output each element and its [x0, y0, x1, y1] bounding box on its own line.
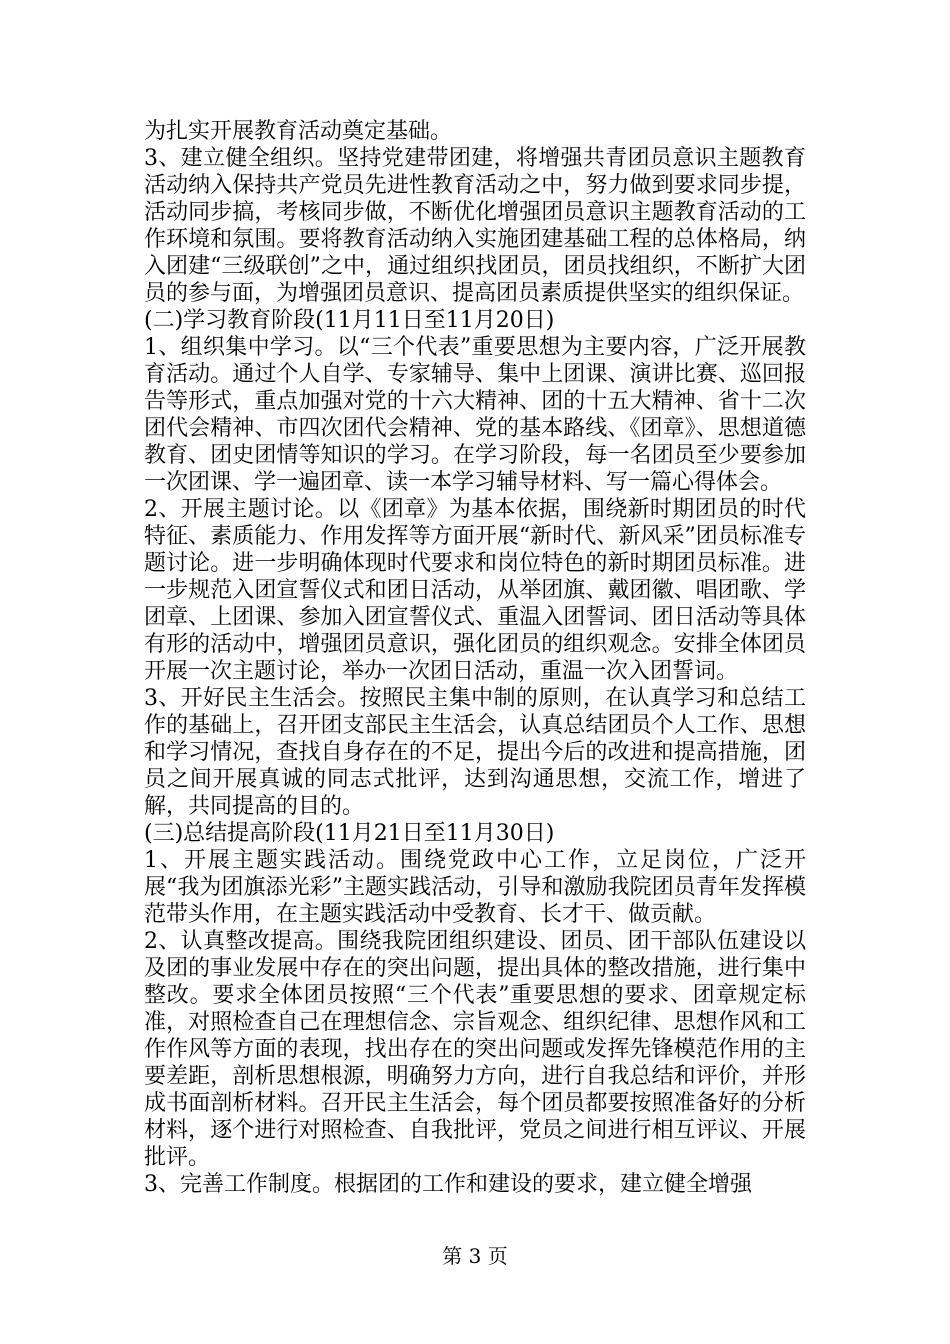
paragraph-improve-system: 3、完善工作制度。根据团的工作和建设的要求，建立健全增强	[144, 1172, 752, 1197]
paragraph-practice-activity: 1、开展主题实践活动。围绕党政中心工作，立足岗位，广泛开展“我为团旗添光彩”主题实践活动，引导和激励我院团员青年发挥模范带头作用，在主题实践活动中受教育、长才干、做贡献。	[144, 848, 806, 927]
paragraph-continuation: 为扎实开展教育活动奠定基础。	[144, 119, 453, 144]
paragraph-establish-organization: 3、建立健全组织。坚持党建带团建，将增强共青团员意识主题教育活动纳入保持共产党员先进性教育活动之中，努力做到要求同步提，活动同步搞，考核同步做，不断优化增强团员意识主题教育活动的工作环境和氛围。要将教育活动纳入实施团建基础工程的总体格局，纳入团建“三级联创”之中，通过组织找团员，团员找组织，不断扩大团员的参与面，为增强团员意识、提高团员素质提供坚实的组织保证。	[144, 146, 806, 306]
section-heading-summary-phase: (三)总结提高阶段(11月21日至11月30日)	[144, 821, 555, 846]
paragraph-theme-discussion: 2、开展主题讨论。以《团章》为基本依据，围绕新时期团员的时代特征、素质能力、作用发挥等方面开展“新时代、新风采”团员标准专题讨论。进一步明确体现时代要求和岗位特色的新时期团员标准。进一步规范入团宣誓仪式和团日活动，从举团旗、戴团徽、唱团歌、学团章、上团课、参加入团宣誓仪式、重温入团誓词、团日活动等具体有形的活动中，增强团员意识，强化团员的组织观念。安排全体团员开展一次主题讨论，举办一次团日活动，重温一次入团誓词。	[144, 497, 806, 684]
section-heading-study-phase: (二)学习教育阶段(11月11日至11月20日)	[144, 308, 555, 333]
paragraph-centralized-study: 1、组织集中学习。以“三个代表”重要思想为主要内容，广泛开展教育活动。通过个人自学、专家辅导、集中上团课、演讲比赛、巡回报告等形式，重点加强对党的十六大精神、团的十五大精神、省十二次团代会精神、市四次团代会精神、党的基本路线、《团章》、思想道德教育、团史团情等知识的学习。在学习阶段，每一名团员至少要参加一次团课、学一遍团章、读一本学习辅导材料、写一篇心得体会。	[144, 335, 806, 495]
paragraph-rectification: 2、认真整改提高。围绕我院团组织建设、团员、团干部队伍建设以及团的事业发展中存在的突出问题，提出具体的整改措施，进行集中整改。要求全体团员按照“三个代表”重要思想的要求、团章规定标准，对照检查自己在理想信念、宗旨观念、组织纪律、思想作风和工作作风等方面的表现，找出存在的突出问题或发挥先锋模范作用的主要差距，剖析思想根源，明确努力方向，进行自我总结和评价，并形成书面剖析材料。召开民主生活会，每个团员都要按照准备好的分析材料，逐个进行对照检查、自我批评，党员之间进行相互评议、开展批评。	[144, 929, 806, 1170]
paragraph-democratic-meeting: 3、开好民主生活会。按照民主集中制的原则，在认真学习和总结工作的基础上，召开团支部民主生活会，认真总结团员个人工作、思想和学习情况，查找自身存在的不足，提出今后的改进和提高措施，团员之间开展真诚的同志式批评，达到沟通思想，交流工作，增进了解，共同提高的目的。	[144, 686, 806, 819]
page-number: 第 3 页	[442, 1244, 508, 1268]
document-body	[144, 118, 806, 1198]
